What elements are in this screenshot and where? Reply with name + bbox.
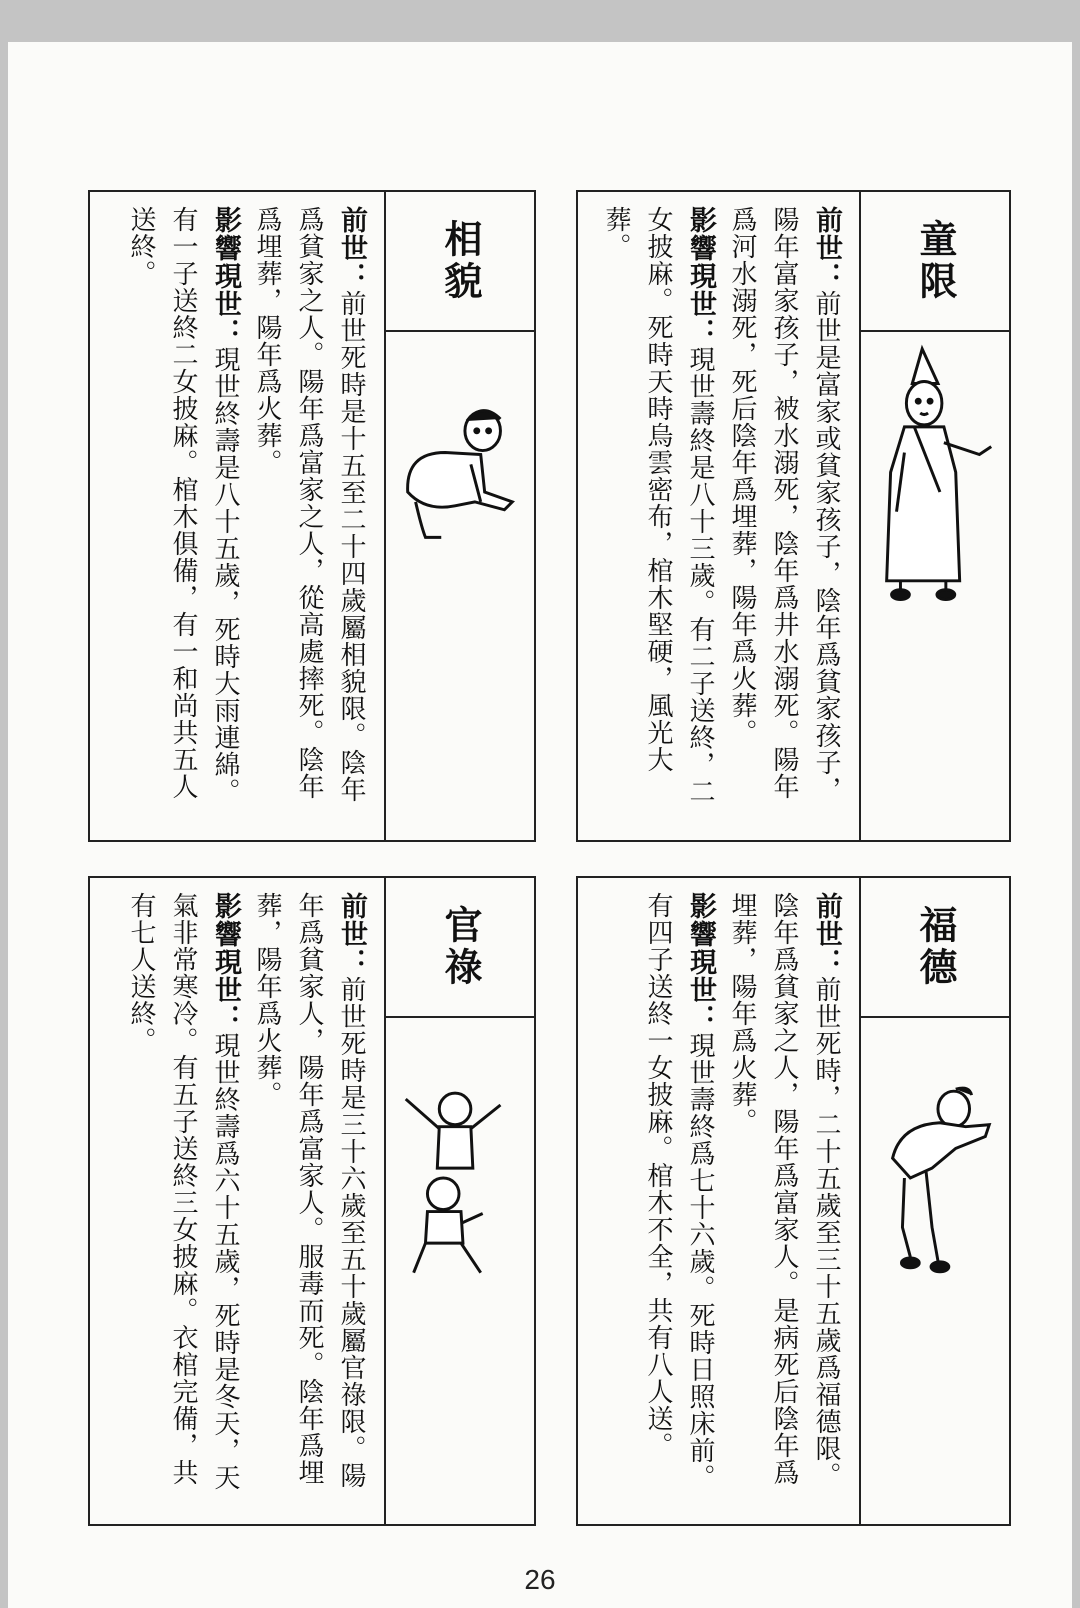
prev-life-label: 前世： <box>336 892 367 976</box>
card-text <box>100 206 372 826</box>
prev-life-text: 前世死時，二十五歲至三十五歲爲福德限。陰年爲貧家之人，陽年爲富家人。是病死后陰年爲埋葬，陽年爲火葬。 <box>727 892 841 1489</box>
card-title-box <box>861 878 1009 1018</box>
card-tongxian <box>576 190 1011 842</box>
card-side-panel <box>384 192 534 840</box>
card-side-panel <box>859 192 1009 840</box>
card-text <box>588 206 847 826</box>
page-number: 26 <box>524 1564 556 1595</box>
current-life-label: 影響現世： <box>210 892 241 1032</box>
card-text <box>588 892 847 1510</box>
bowing-man-figure <box>861 1028 1009 1328</box>
card-fude <box>576 876 1011 1526</box>
prev-life-label: 前世： <box>336 206 367 290</box>
prev-life-text: 前世死時是十五至二十四歲屬相貌限。陰年爲貧家之人。陽年爲富家之人，從高處摔死。陰年爲埋葬，陽年爲火葬。 <box>252 206 366 803</box>
card-guanlu <box>88 876 536 1526</box>
current-life-label: 影響現世： <box>685 892 716 1032</box>
boy-in-tall-hat-figure <box>861 342 1009 642</box>
card-side-panel <box>859 878 1009 1524</box>
prev-life-label: 前世： <box>811 206 842 290</box>
current-life-label: 影響現世： <box>210 206 241 346</box>
two-children-figure <box>386 1028 534 1328</box>
card-xiangmao <box>88 190 536 842</box>
crouching-woman-figure <box>386 342 534 642</box>
prev-life-label: 前世： <box>811 892 842 976</box>
card-title: 童限 <box>913 219 957 303</box>
card-title-box <box>861 192 1009 332</box>
card-title-box <box>386 192 534 332</box>
card-side-panel <box>384 878 534 1524</box>
prev-life-text: 前世死時是三十六歲至五十歲屬官祿限。陽年爲貧家人，陽年爲富家人。服毒而死。陰年爲埋葬，陽年爲火葬。 <box>252 892 366 1489</box>
card-title: 相貌 <box>438 219 482 303</box>
current-life-text: 現世壽終是八十三歲。有二子送終，二女披麻。死時天時烏雲密布，棺木堅硬，風光大葬。 <box>601 206 715 805</box>
prev-life-text: 前世是富家或貧家孩子，陰年爲貧家孩子，陽年富家孩子，被水溺死，陰年爲井水溺死。陽年爲河水溺死，死后陰年爲埋葬，陽年爲火葬。 <box>727 206 841 803</box>
current-life-text: 現世終壽爲六十五歲，死時是冬天，天氣非常寒冷。有五子送終三女披麻。衣棺完備，共有七人送終。 <box>126 892 240 1491</box>
book-page <box>8 42 1072 1608</box>
card-title: 官祿 <box>438 905 482 989</box>
card-title-box <box>386 878 534 1018</box>
card-title: 福德 <box>913 905 957 989</box>
current-life-label: 影響現世： <box>685 206 716 346</box>
current-life-text: 現世壽終爲七十六歲。死時日照床前。有四子送終一女披麻。棺木不全，共有八人送。 <box>643 892 715 1491</box>
current-life-text: 現世終壽是八十五歲，死時大雨連綿。有一子送終二女披麻。棺木俱備，有一和尚共五人送終。 <box>126 206 240 805</box>
card-text <box>100 892 372 1510</box>
